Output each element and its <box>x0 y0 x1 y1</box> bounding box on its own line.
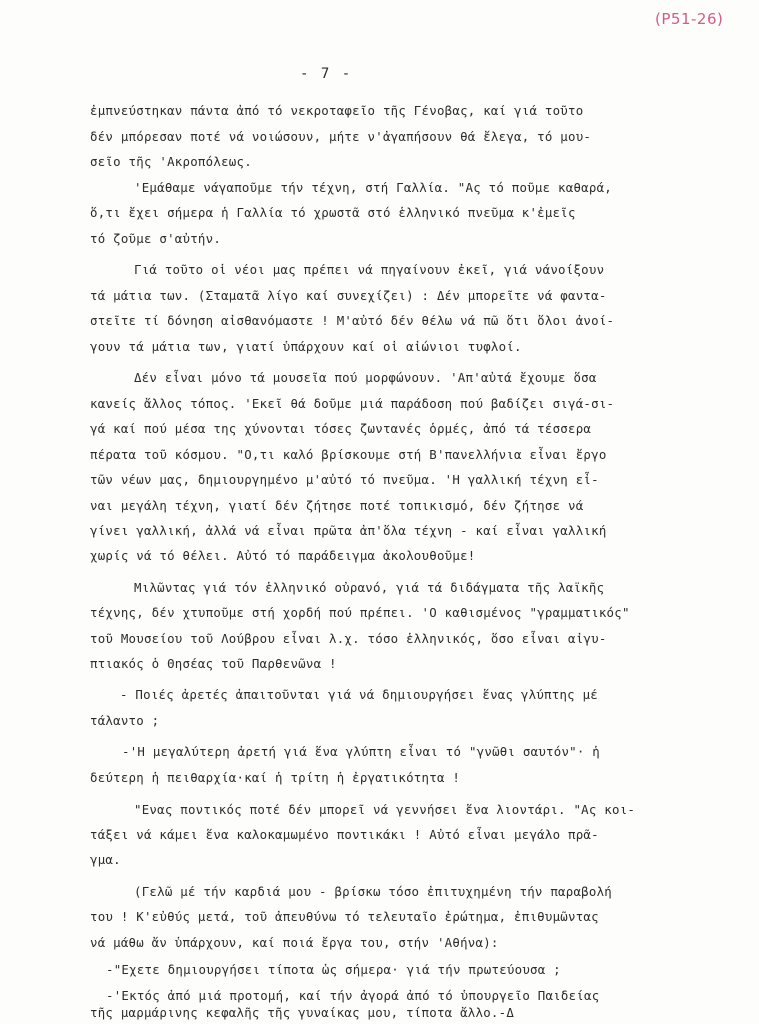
archive-reference-mark: (Ρ51-26) <box>655 10 724 28</box>
text-line: γίνει γαλλική, ἀλλά νά εἶναι πρῶτα ἀπ'ὅλα τέχνη - καί εἶναι γαλλική <box>90 523 607 538</box>
text-line: Μιλῶντας γιά τόν ἑλληνικό οὐρανό, γιά τά διδάγματα τῆς λαϊκῆς <box>134 580 605 595</box>
text-line: χωρίς νά τό θέλει. Αὐτό τό παράδειγμα ἀκολουθοῦμε! <box>90 548 476 563</box>
text-line: (Γελῶ μέ τήν καρδιά μου - βρίσκω τόσο ἐπιτυχημένη τήν παραβολή <box>134 884 613 899</box>
text-line: -'Εκτός ἀπό μιά προτομή, καί τήν ἀγορά ἀπό τό ὑπουργεῖο Παιδείας <box>106 988 600 1003</box>
text-line: τό ζοῦμε σ'αὐτήν. <box>90 231 222 246</box>
text-line: γά καί πού μέσα της χύνονται τόσες ζωντανές ὁρμές, ἀπό τά τέσσερα <box>90 421 592 436</box>
text-line: σεῖο τῆς 'Ακροπόλεως. <box>90 154 252 169</box>
text-line: του ! Κ'εὐθύς μετά, τοῦ ἀπευθύνω τό τελευταῖο ἐρώτημα, ἐπιθυμῶντας <box>90 909 599 924</box>
text-line: γουν τά μάτια των, γιατί ὑπάρχουν καί οἱ αἰώνιοι τυφλοί. <box>90 339 522 354</box>
text-line: "Ενας ποντικός ποτέ δέν μπορεῖ νά γεννήσει ἕνα λιοντάρι. "Ας κοι- <box>134 802 636 817</box>
text-line: τέχνης, δέν χτυποῦμε στή χορδή πού πρέπει. 'Ο καθισμένος "γραμματικός" <box>90 605 630 620</box>
text-line: νά μάθω ἄν ὑπάρχουν, καί ποιά ἔργα του, στήν 'Αθήνα): <box>90 935 499 950</box>
text-line: πέρατα τοῦ κόσμου. "Ο,τι καλό βρίσκουμε στή Β'πανελλήνια εἶναι ἔργο <box>90 447 607 462</box>
text-line: κανείς ἄλλος τόπος. 'Εκεῖ θά δοῦμε μιά παράδοση πού βαδίζει σιγά-σι- <box>90 396 615 411</box>
text-line: πτιακός ὁ Θησέας τοῦ Παρθενῶνα ! <box>90 656 337 671</box>
text-line: τάξει νά κάμει ἕνα καλοκαμωμένο ποντικάκι ! Αὐτό εἶναι μεγάλο πρᾶ- <box>90 827 599 842</box>
page-number: - 7 - <box>300 66 353 82</box>
text-line: τῆς μαρμάρινης κεφαλῆς τῆς γυναίκας μου, τίποτα ἄλλο.-Δ <box>90 1005 515 1020</box>
text-line: ἐμπνεύστηκαν πάντα ἀπό τό νεκροταφεῖο τῆς Γένοβας, καί γιά τοῦτο <box>90 103 584 118</box>
text-line: ὅ,τι ἔχει σήμερα ἡ Γαλλία τό χρωστᾶ στό ἑλληνικό πνεῦμα κ'ἐμεῖς <box>90 205 576 220</box>
text-line: 'Εμάθαμε νάγαποῦμε τήν τέχνη, στή Γαλλία. "Ας τό ποῦμε καθαρά, <box>134 180 613 195</box>
text-line: - Ποιές ἀρετές ἀπαιτοῦνται γιά νά δημιουργήσει ἕνας γλύπτης μέ <box>120 687 599 702</box>
text-line: τάλαντο ; <box>90 713 160 728</box>
text-line: δέν μπόρεσαν ποτέ νά νοιώσουν, μήτε ν'ἀγαπήσουν θά ἔλεγα, τό μου- <box>90 129 592 144</box>
text-line: τοῦ Μουσείου τοῦ Λούβρου εἶναι λ.χ. τόσο ἑλληνικός, ὅσο εἶναι αἰγυ- <box>90 631 607 646</box>
text-line: τῶν νέων μας, δημιουργημένο μ'αὐτό τό πνεῦμα. 'Η γαλλική τέχνη εἶ- <box>90 472 599 487</box>
text-line: -"Εχετε δημιουργήσει τίποτα ὡς σήμερα· γιά τήν πρωτεύουσα ; <box>106 962 561 977</box>
text-line: δεύτερη ἡ πειθαρχία·καί ἡ τρίτη ἡ ἐργατικότητα ! <box>90 770 461 785</box>
text-line: τά μάτια των. (Σταματᾶ λίγο καί συνεχίζει) : Δέν μπορεῖτε νά φαντα- <box>90 288 607 303</box>
text-line: Δέν εἶναι μόνο τά μουσεῖα πού μορφώνουν. 'Απ'αὐτά ἔχουμε ὅσα <box>134 370 597 385</box>
text-line: -'Η μεγαλύτερη ἀρετή γιά ἕνα γλύπτη εἶναι τό "γνῶθι σαυτόν"· ἡ <box>122 744 601 759</box>
text-line: γμα. <box>90 852 121 867</box>
text-line: Γιά τοῦτο οἱ νέοι μας πρέπει νά πηγαίνουν ἐκεῖ, γιά νάνοίξουν <box>134 262 605 277</box>
text-line: στεῖτε τί δόνηση αἰσθανόμαστε ! Μ'αὐτό δέν θέλω νά πῶ ὅτι ὅλοι ἀνοί- <box>90 313 615 328</box>
text-line: ναι μεγάλη τέχνη, γιατί δέν ζήτησε ποτέ τοπικισμό, δέν ζήτησε νά <box>90 498 584 513</box>
